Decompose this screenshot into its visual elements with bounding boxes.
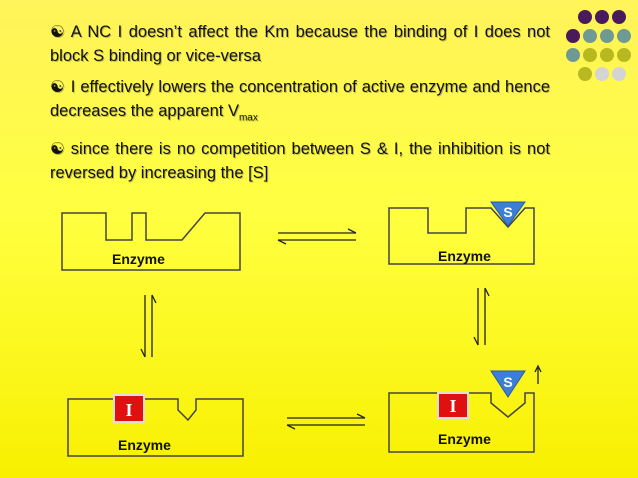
substrate-label: S [503,204,513,220]
yin-yang-icon: ☯ [50,78,65,96]
enzyme-label: Enzyme [438,248,491,264]
enzyme-label: Enzyme [118,437,171,453]
equilibrium-arrows-bottom [287,414,365,429]
release-arrow-icon [535,366,541,384]
equilibrium-arrows-right [474,288,489,345]
bullet-text: I effectively lowers the concentration of active enzyme and hence decreases the apparent V [50,78,550,120]
yin-yang-icon: ☯ [50,23,65,41]
bullet-text: A NC I doesn’t affect the Km because the binding of I does not block S binding or vice-versa [50,23,550,65]
bullet-text: since there is no competition between S & I, the inhibition is not reversed by increasing the [S] [50,140,550,183]
equilibrium-arrows-top [278,229,356,244]
inhibitor-label: I [125,400,133,420]
inhibitor-label: I [449,396,457,416]
enzyme-label: Enzyme [112,251,165,267]
enzyme-label: Enzyme [438,431,491,447]
equilibrium-arrows-left [141,295,156,357]
substrate-label: S [503,374,513,390]
yin-yang-icon: ☯ [50,140,65,159]
vmax-subscript: max [238,112,258,124]
